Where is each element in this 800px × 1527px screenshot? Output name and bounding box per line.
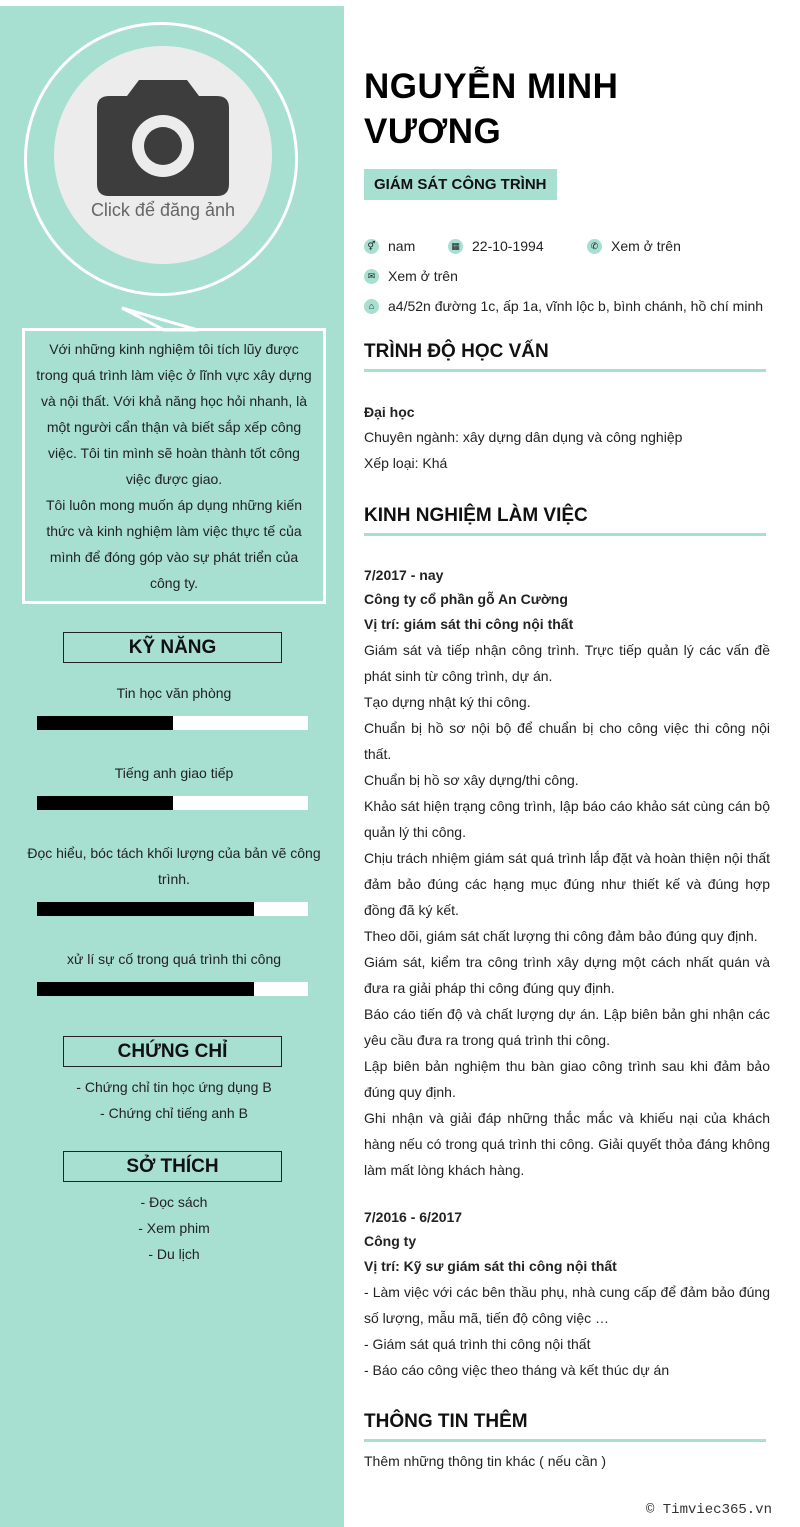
job-duty: - Báo cáo công việc theo tháng và kết thúc dự án [364, 1362, 670, 1378]
experience-title: KINH NGHIỆM LÀM VIỆC [364, 505, 766, 536]
education-title: TRÌNH ĐỘ HỌC VẤN [364, 341, 766, 372]
email-field [364, 266, 458, 286]
skill-bar-fill [37, 716, 173, 730]
skill-bar [37, 902, 308, 916]
hobbies-title: SỞ THÍCH [63, 1151, 282, 1182]
skill-bar [37, 982, 308, 996]
phone-value: Xem ở trên [611, 238, 681, 254]
position-badge: GIÁM SÁT CÔNG TRÌNH [364, 169, 557, 200]
job-duty: Lập biên bản nghiệm thu bàn giao công trình sau khi đảm bảo đúng quy định. [364, 1058, 770, 1100]
job-duty: Chuẩn bị hồ sơ xây dựng/thi công. [364, 772, 579, 788]
job-company: Công ty cổ phần gỗ An Cường [364, 591, 568, 607]
education-rank: Xếp loại: Khá [364, 455, 448, 471]
gender-value: nam [388, 238, 416, 254]
hobby-item: - Du lịch [148, 1246, 200, 1262]
job-duty: Chịu trách nhiệm giám sát quá trình lắp đặt và hoàn thiện nội thất đảm bảo đúng các hạng mục đúng như thiết kế và đúng hợp đồng đã ký kết. [364, 850, 770, 918]
job-duty: Ghi nhận và giải đáp những thắc mắc và khiếu nại của khách hàng nếu có trong quá trình thi công. Giải quyết thỏa đáng không làm mất lòng khách hàng. [364, 1110, 770, 1178]
upload-label[interactable]: Click để đăng ảnh [90, 200, 236, 220]
skill-bar-fill [37, 982, 254, 996]
phone-field [587, 236, 681, 256]
camera-icon[interactable] [97, 80, 229, 196]
skills-title: KỸ NĂNG [63, 632, 282, 663]
skill-bar [37, 716, 308, 730]
job-duty: Chuẩn bị hồ sơ nội bộ để chuẩn bị cho công việc thi công nội thất. [364, 720, 770, 762]
job-period: 7/2017 - nay [364, 567, 444, 583]
skill-name: Tiếng anh giao tiếp [114, 765, 234, 781]
additional-title: THÔNG TIN THÊM [364, 1411, 766, 1442]
job-company: Công ty [364, 1233, 417, 1249]
certificate-item: - Chứng chỉ tin học ứng dụng B [76, 1079, 272, 1095]
skill-bar [37, 796, 308, 810]
birthday-value: 22-10-1994 [472, 238, 544, 254]
address-value: a4/52n đường 1c, ấp 1a, vĩnh lộc b, bình chánh, hồ chí minh [388, 298, 764, 314]
job-duty: Báo cáo tiến độ và chất lượng dự án. Lập biên bản ghi nhận các yêu cầu đưa ra trong quá trình thi công. [364, 1006, 770, 1048]
job-duty: Khảo sát hiện trạng công trình, lập báo cáo khảo sát cùng cán bộ quản lý thi công. [364, 798, 770, 840]
objective-para-2: Tôi luôn mong muốn áp dụng những kiến thức và kinh nghiệm làm việc thực tế của mình để đóng góp vào sự phát triển của công ty. [45, 497, 303, 591]
birthday-field [448, 236, 544, 256]
job-duty: Tạo dựng nhật ký thi công. [364, 694, 531, 710]
job-duty: - Giám sát quá trình thi công nội thất [364, 1336, 591, 1352]
gender-icon: ⚥ [364, 239, 379, 254]
job-duty: Giám sát và tiếp nhận công trình. Trực tiếp quản lý các vấn đề phát sinh từ công trình, dự án. [364, 642, 770, 684]
gender-field [364, 236, 415, 256]
skill-name: xử lí sự cố trong quá trình thi công [66, 951, 282, 967]
skill-name: Đọc hiểu, bóc tách khối lượng của bản vẽ công trình. [27, 845, 321, 887]
skill-bar-fill [37, 902, 254, 916]
objective-para-1: Với những kinh nghiệm tôi tích lũy được trong quá trình làm việc ở lĩnh vực xây dựng và nội thất. Với khả năng học hỏi nhanh, là một người cẩn thận và biết sắp xếp công việc. Tôi tin mình sẽ hoàn thành tốt công việc được giao. [36, 341, 312, 487]
calendar-icon: ▦ [448, 239, 463, 254]
skill-bar-fill [37, 796, 173, 810]
home-icon: ⌂ [364, 299, 379, 314]
education-degree: Đại học [364, 404, 415, 420]
job-period: 7/2016 - 6/2017 [364, 1209, 463, 1225]
hobby-item: - Xem phim [138, 1220, 210, 1236]
job-duty: Theo dõi, giám sát chất lượng thi công đảm bảo đúng quy định. [364, 928, 758, 944]
email-value: Xem ở trên [388, 268, 458, 284]
additional-text: Thêm những thông tin khác ( nếu cần ) [364, 1453, 607, 1469]
job-duty: Giám sát, kiểm tra công trình xây dựng một cách nhất quán và đưa ra giải pháp thi công đúng quy định. [364, 954, 770, 996]
address-field [364, 296, 763, 316]
name-line-2: VƯƠNG [364, 112, 502, 151]
certificate-item: - Chứng chỉ tiếng anh B [100, 1105, 248, 1121]
job-role: Vị trí: giám sát thi công nội thất [364, 616, 574, 632]
skill-name: Tin học văn phòng [116, 685, 232, 701]
education-major: Chuyên ngành: xây dựng dân dụng và công nghiệp [364, 429, 683, 445]
certificates-title: CHỨNG CHỈ [63, 1036, 282, 1067]
job-role: Vị trí: Kỹ sư giám sát thi công nội thất [364, 1258, 617, 1274]
candidate-name [364, 64, 744, 154]
footer-credit: © Timviec365.vn [645, 1502, 772, 1518]
name-line-1: NGUYỄN MINH [364, 67, 619, 106]
envelope-icon: ✉ [364, 269, 379, 284]
job-duty: - Làm việc với các bên thầu phụ, nhà cung cấp để đảm bảo đúng số lượng, mẫu mã, tiến độ công việc … [364, 1284, 770, 1326]
objective-text [36, 336, 312, 596]
hobby-item: - Đọc sách [140, 1194, 208, 1210]
phone-icon: ✆ [587, 239, 602, 254]
